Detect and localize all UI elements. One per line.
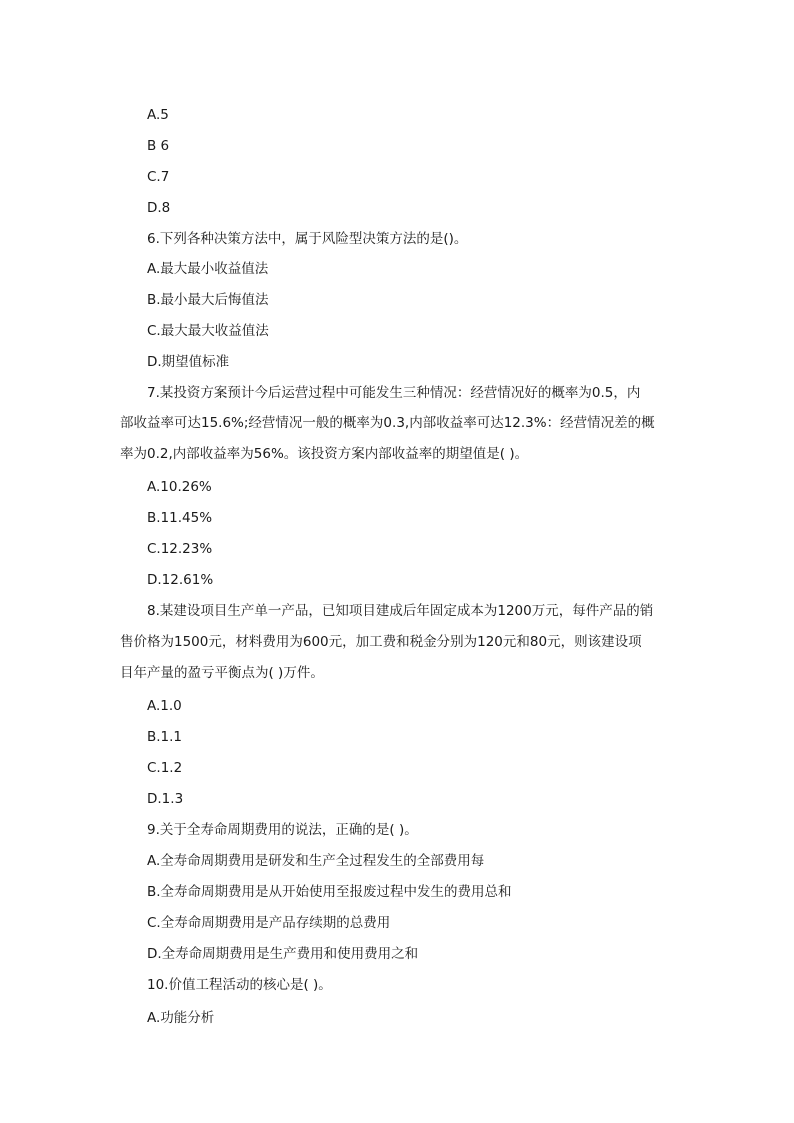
- question-stem-continued: 率为0.2,内部收益率为56%。该投资方案内部收益率的期望值是( )。: [120, 446, 529, 462]
- answer-option: A.5: [147, 107, 169, 123]
- answer-option: A.全寿命周期费用是研发和生产全过程发生的全部费用每: [147, 853, 485, 869]
- answer-option: A.功能分析: [147, 1010, 215, 1026]
- question-stem: 7.某投资方案预计今后运营过程中可能发生三种情况：经营情况好的概率为0.5，内: [147, 385, 641, 401]
- answer-option: C.12.23%: [147, 541, 213, 557]
- answer-option: D.全寿命周期费用是生产费用和使用费用之和: [147, 946, 419, 962]
- answer-option: C.7: [147, 169, 170, 185]
- question-stem: 8.某建设项目生产单一产品，已知项目建成后年固定成本为1200万元，每件产品的销: [147, 603, 654, 619]
- question-stem-continued: 售价格为1500元，材料费用为600元，加工费和税金分别为120元和80元，则该建设项: [120, 634, 642, 650]
- answer-option: D.1.3: [147, 791, 184, 807]
- answer-option: B.全寿命周期费用是从开始使用至报废过程中发生的费用总和: [147, 884, 512, 900]
- answer-option: C.最大最大收益值法: [147, 323, 269, 339]
- answer-option: B.最小最大后悔值法: [147, 292, 269, 308]
- answer-option: A.1.0: [147, 698, 182, 714]
- question-stem-continued: 部收益率可达15.6%;经营情况一般的概率为0.3,内部收益率可达12.3%：经营情况差的概: [120, 415, 655, 431]
- question-stem: 10.价值工程活动的核心是( )。: [147, 977, 332, 993]
- question-stem: 9.关于全寿命周期费用的说法，正确的是( )。: [147, 822, 418, 838]
- answer-option: A.最大最小收益值法: [147, 261, 269, 277]
- answer-option: A.10.26%: [147, 479, 212, 495]
- answer-option: B.11.45%: [147, 510, 213, 526]
- answer-option: C.1.2: [147, 760, 183, 776]
- answer-option: B 6: [147, 138, 170, 154]
- question-stem: 6.下列各种决策方法中，属于风险型决策方法的是()。: [147, 231, 468, 247]
- answer-option: D.期望值标准: [147, 354, 230, 370]
- answer-option: C.全寿命周期费用是产品存续期的总费用: [147, 915, 391, 931]
- question-stem-continued: 目年产量的盈亏平衡点为( )万件。: [120, 665, 324, 681]
- answer-option: D.8: [147, 200, 171, 216]
- answer-option: B.1.1: [147, 729, 183, 745]
- answer-option: D.12.61%: [147, 572, 214, 588]
